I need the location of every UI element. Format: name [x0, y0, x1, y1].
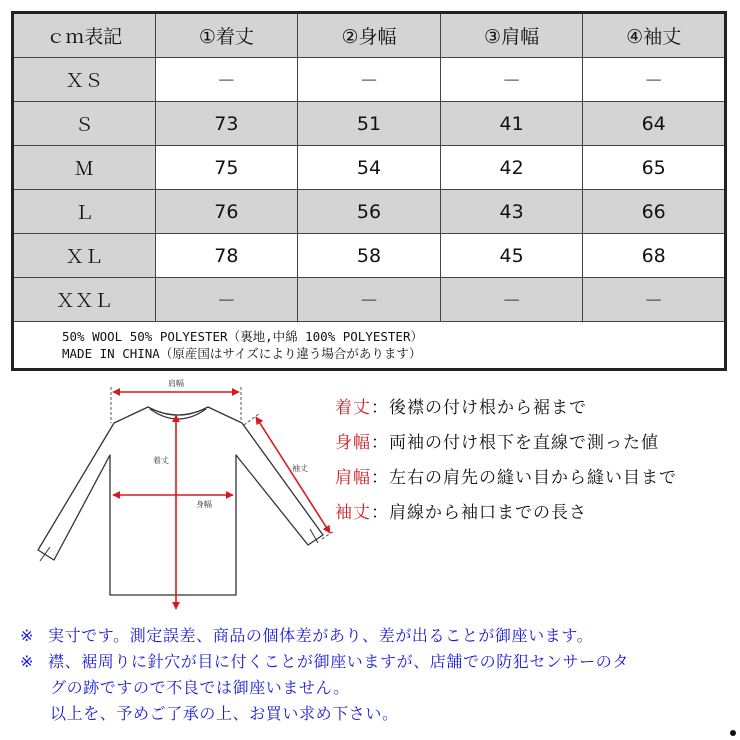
- table-cell: 68: [583, 234, 726, 278]
- table-cell: 51: [298, 102, 441, 146]
- header-cell: ｃｍ表記: [13, 13, 156, 58]
- legend-term: 着丈: [335, 398, 371, 418]
- corner-dot: [730, 730, 736, 736]
- legend-item: [335, 431, 677, 466]
- size-label: ＸＳ: [13, 58, 156, 102]
- note-line: [20, 650, 735, 676]
- table-row: [13, 234, 726, 278]
- size-label: Ｓ: [13, 102, 156, 146]
- note-line: [20, 702, 735, 728]
- note-text: 襟、裾周りに針穴が目に付くことが御座いますが、店舗での防犯センサーのタ: [48, 652, 630, 671]
- table-cell: －: [440, 278, 583, 322]
- header-cell: ①着丈: [155, 13, 298, 58]
- table-cell: －: [583, 58, 726, 102]
- legend-text: ：両袖の付け根下を直線で測った値: [371, 433, 659, 453]
- note-text: 以上を、予めご了承の上、お買い求め下さい。: [50, 704, 399, 723]
- table-cell: 42: [440, 146, 583, 190]
- size-label: Ｌ: [13, 190, 156, 234]
- legend-text: ：左右の肩先の縫い目から縫い目まで: [371, 468, 677, 488]
- table-cell: －: [583, 278, 726, 322]
- legend-text: ：肩線から袖口までの長さ: [371, 503, 587, 523]
- table-cell: －: [298, 58, 441, 102]
- origin-note: MADE IN CHINA（原産国はサイズにより違う場合があります）: [62, 346, 422, 361]
- legend-item: [335, 501, 677, 536]
- table-cell: 41: [440, 102, 583, 146]
- note-mark: ※: [20, 652, 35, 671]
- table-cell: －: [440, 58, 583, 102]
- table-cell: 66: [583, 190, 726, 234]
- table-cell: 64: [583, 102, 726, 146]
- table-cell: 75: [155, 146, 298, 190]
- size-label: ＸＸＬ: [13, 278, 156, 322]
- legend-item: [335, 466, 677, 501]
- sleeve-guide-bottom: [322, 531, 334, 539]
- shoulder-label: 肩幅: [168, 379, 184, 388]
- table-cell: －: [298, 278, 441, 322]
- table-row: [13, 190, 726, 234]
- size-label: Ｍ: [13, 146, 156, 190]
- table-row: [13, 58, 726, 102]
- table-cell: 76: [155, 190, 298, 234]
- disclaimer-notes: [20, 624, 735, 728]
- note-mark: ※: [20, 626, 35, 645]
- table-row: [13, 102, 726, 146]
- table-cell: 54: [298, 146, 441, 190]
- legend-term: 身幅: [335, 433, 371, 453]
- table-cell: －: [155, 58, 298, 102]
- header-cell: ②身幅: [298, 13, 441, 58]
- table-row: [13, 146, 726, 190]
- note-text: 実寸です。測定誤差、商品の個体差があり、差が出ることが御座います。: [48, 626, 594, 645]
- header-cell: ③肩幅: [440, 13, 583, 58]
- legend-item: [335, 396, 677, 431]
- table-cell: －: [155, 278, 298, 322]
- legend-term: 肩幅: [335, 468, 371, 488]
- table-cell: 73: [155, 102, 298, 146]
- table-cell: 43: [440, 190, 583, 234]
- width-label: 身幅: [196, 500, 212, 509]
- legend-term: 袖丈: [335, 503, 371, 523]
- table-cell: 45: [440, 234, 583, 278]
- note-line: [20, 676, 735, 702]
- note-line: [20, 624, 735, 650]
- table-header-row: [13, 13, 726, 58]
- sleeve-label: 袖丈: [292, 464, 308, 473]
- length-label: 着丈: [153, 456, 169, 465]
- sweater-diagram: [28, 375, 338, 615]
- header-cell: ④袖丈: [583, 13, 726, 58]
- table-row: [13, 278, 726, 322]
- sweater-outline: [38, 407, 323, 595]
- material-note: 50% WOOL 50% POLYESTER（裏地,中綿 100% POLYESTER）: [62, 329, 423, 344]
- size-table: [11, 11, 727, 371]
- table-cell: 56: [298, 190, 441, 234]
- material-notes: [13, 322, 726, 370]
- table-cell: 65: [583, 146, 726, 190]
- measurement-legend: [335, 396, 677, 536]
- size-label: ＸＬ: [13, 234, 156, 278]
- legend-text: ：後襟の付け根から裾まで: [371, 398, 587, 418]
- note-text: グの跡ですので不良では御座いません。: [50, 678, 350, 697]
- table-cell: 78: [155, 234, 298, 278]
- table-notes-row: [13, 322, 726, 370]
- table-cell: 58: [298, 234, 441, 278]
